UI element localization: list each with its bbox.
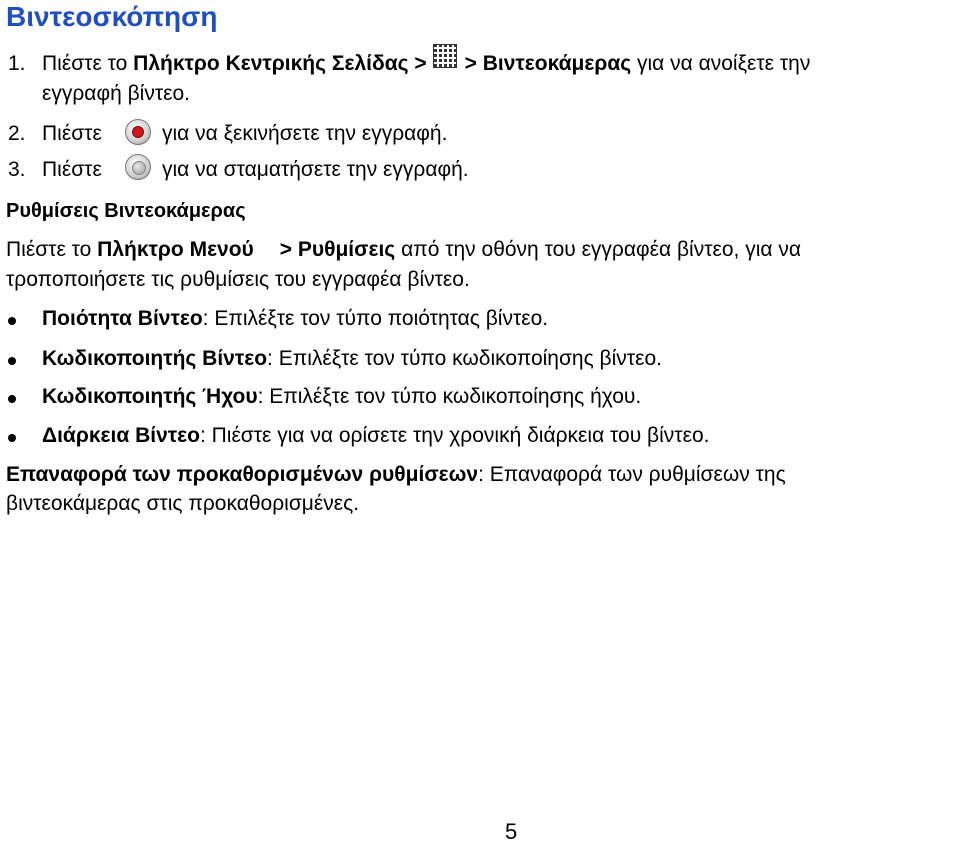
step-1-continuation: εγγραφή βίντεο. xyxy=(42,82,190,105)
settings-item xyxy=(42,345,662,373)
step-text: Πιέστε το xyxy=(42,52,134,75)
settings-intro xyxy=(6,236,801,264)
item-label: Κωδικοποιητής Βίντεο xyxy=(42,347,268,370)
intro-bold-text: > Ρυθμίσεις xyxy=(279,238,396,261)
step-3-text: για να σταματήσετε την εγγραφή. xyxy=(162,158,469,181)
settings-item xyxy=(42,305,548,333)
item-label: Ποιότητα Βίντεο xyxy=(42,307,203,330)
step-2 xyxy=(8,120,102,148)
record-icon xyxy=(125,119,151,145)
settings-heading: Ρυθμίσεις Βιντεοκάμερας xyxy=(6,200,246,222)
step-1 xyxy=(8,50,810,78)
reset-text: : Επαναφορά των ρυθμίσεων της xyxy=(478,463,786,486)
item-text: : Επιλέξτε τον τύπο κωδικοποίησης βίντεο. xyxy=(267,347,662,370)
reset-label: Επαναφορά των προκαθορισμένων ρυθμίσεων xyxy=(6,463,479,486)
item-text: : Πιέστε για να ορίσετε την χρονική διάρκεια του βίντεο. xyxy=(199,424,710,447)
bullet-icon xyxy=(8,317,16,325)
intro-text: Πιέστε το xyxy=(6,238,98,261)
stop-icon xyxy=(125,154,151,180)
item-text: : Επιλέξτε τον τύπο κωδικοποίησης ήχου. xyxy=(257,385,642,408)
step-text: Πιέστε xyxy=(42,158,102,181)
step-bold-text: > Βιντεοκάμερας xyxy=(464,52,632,75)
bullet-icon xyxy=(8,357,16,365)
reset-paragraph xyxy=(6,461,786,489)
step-text: για να ανοίξετε την xyxy=(631,52,811,75)
item-label: Διάρκεια Βίντεο xyxy=(42,424,200,447)
step-text: Πιέστε xyxy=(42,122,102,145)
intro-bold-text: Πλήκτρο Μενού xyxy=(97,238,254,261)
settings-intro-line2: τροποποιήσετε τις ρυθμίσεις του εγγραφέα βίντεο. xyxy=(6,268,470,291)
item-text: : Επιλέξτε τον τύπο ποιότητας βίντεο. xyxy=(202,307,549,330)
step-number: 3. xyxy=(8,158,26,181)
step-2-text: για να ξεκινήσετε την εγγραφή. xyxy=(162,122,448,145)
bullet-icon xyxy=(8,395,16,403)
step-number: 2. xyxy=(8,122,26,145)
settings-item xyxy=(42,383,641,411)
step-3 xyxy=(8,156,102,184)
bullet-icon xyxy=(8,434,16,442)
step-number: 1. xyxy=(8,52,26,75)
section-title: Βιντεοσκόπηση xyxy=(6,1,218,32)
apps-grid-icon xyxy=(433,44,457,68)
step-bold-text: Πλήκτρο Κεντρικής Σελίδας > xyxy=(133,52,427,75)
settings-item xyxy=(42,422,709,450)
item-label: Κωδικοποιητής Ήχου xyxy=(42,385,258,408)
intro-text: από την οθόνη του εγγραφέα βίντεο, για να xyxy=(395,238,802,261)
page-number: 5 xyxy=(505,819,518,844)
reset-line2: βιντεοκάμερας στις προκαθορισμένες. xyxy=(6,492,360,515)
